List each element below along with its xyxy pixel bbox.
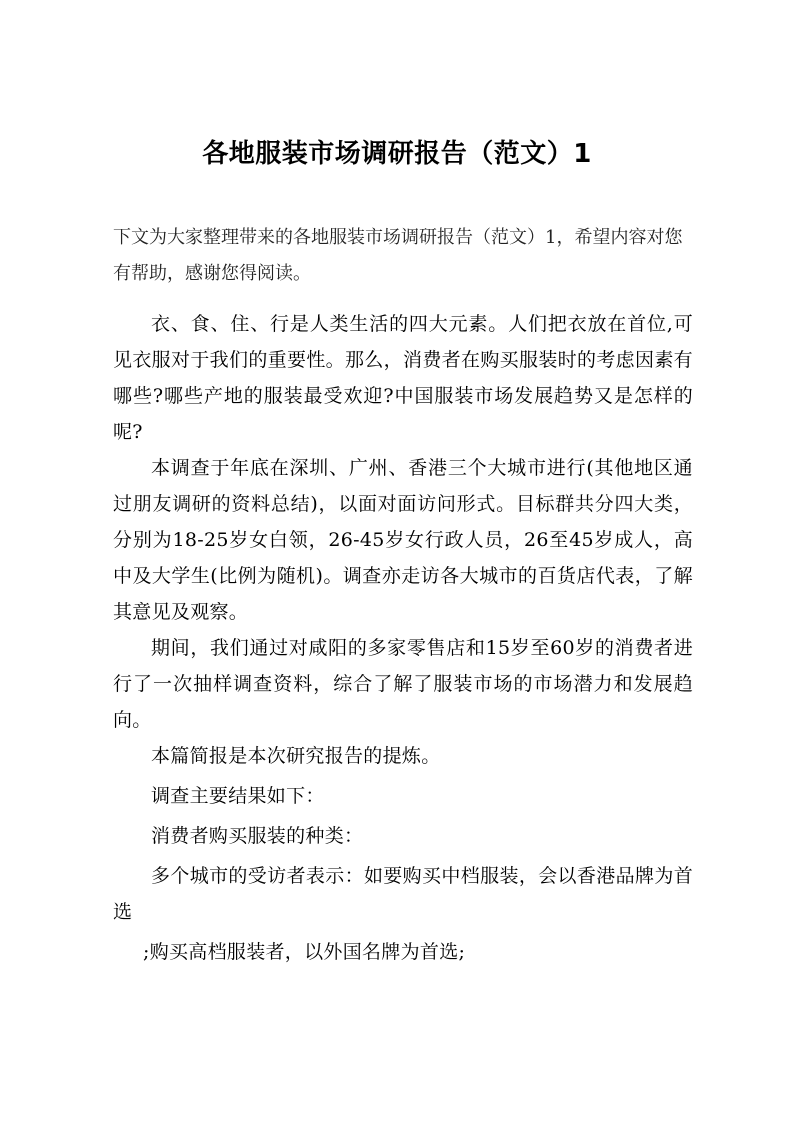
body-paragraph: 多个城市的受访者表示：如要购买中档服装，会以香港品牌为首选 [113,865,693,923]
body-paragraph: 调查主要结果如下： [151,785,325,807]
body-paragraph: 消费者购买服装的种类： [151,825,364,847]
document-title: 各地服装市场调研报告（范文）1 [202,139,592,169]
document-body [113,306,693,970]
body-paragraph: ;购买高档服装者，以外国名牌为首选; [143,941,466,963]
intro-paragraph: 下文为大家整理带来的各地服装市场调研报告（范文）1，希望内容对您有帮助，感谢您得阅读。 [113,227,683,284]
body-paragraph: 本调查于年底在深圳、广州、香港三个大城市进行(其他地区通过朋友调研的资料总结)，以面对面访问形式。目标群共分四大类，分别为18-25岁女白领，26-45岁女行政人员，26至45岁成人，高中及大学生(比例为随机)。调查亦走访各大城市的百货店代表，了解其意见及观察。 [113,457,693,623]
body-paragraph: 衣、食、住、行是人类生活的四大元素。人们把衣放在首位,可见衣服对于我们的重要性。那么，消费者在购买服装时的考虑因素有哪些?哪些产地的服装最受欢迎?中国服装市场发展趋势又是怎样的呢? [113,313,693,443]
body-paragraph: 期间，我们通过对咸阳的多家零售店和15岁至60岁的消费者进行了一次抽样调查资料，综合了解了服装市场的市场潜力和发展趋向。 [113,637,693,731]
body-paragraph: 本篇简报是本次研究报告的提炼。 [151,745,441,767]
